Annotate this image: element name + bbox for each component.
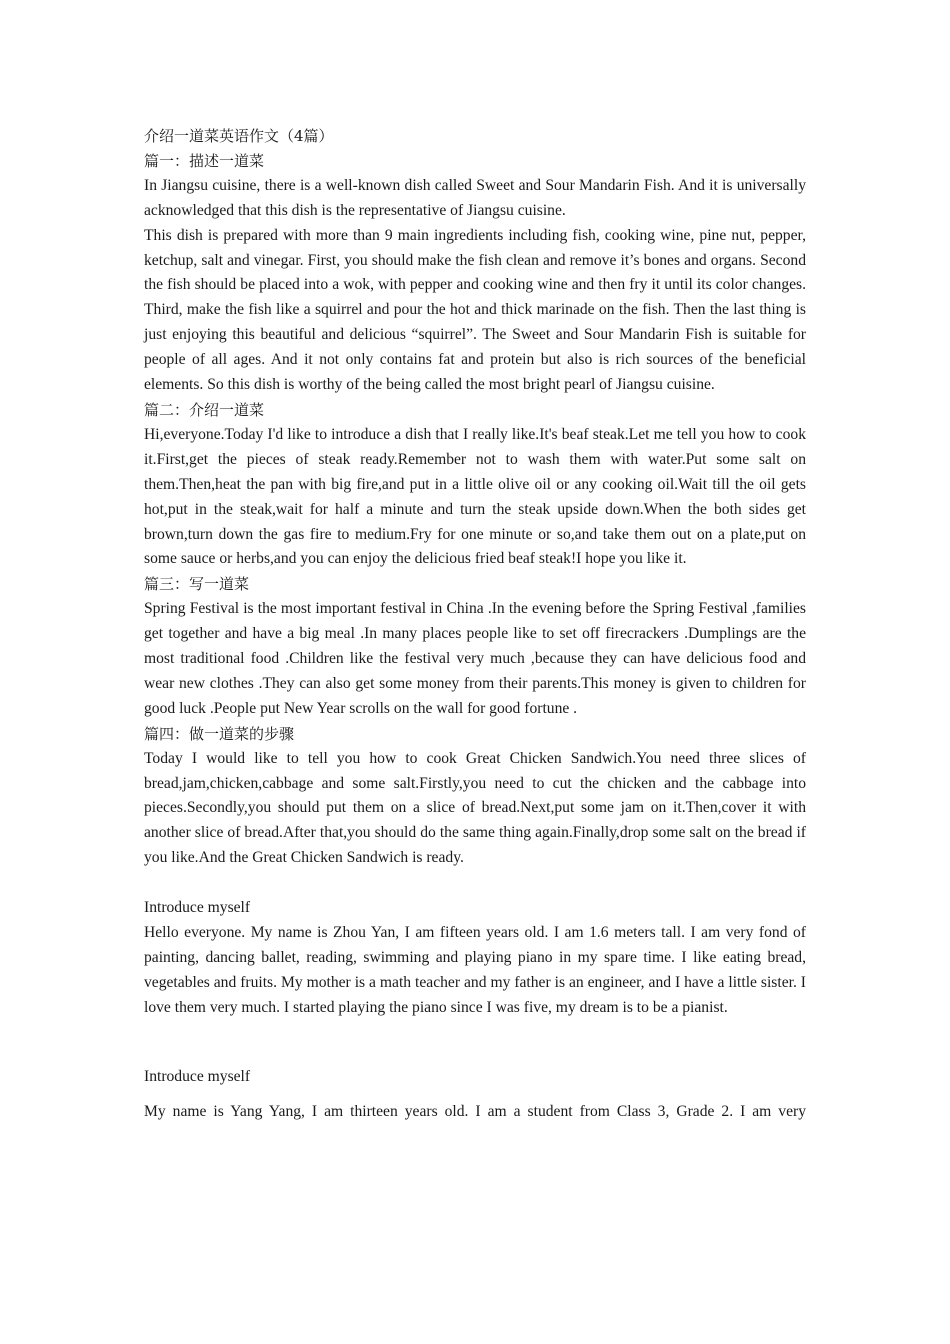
section-heading-1: 篇一：描述一道菜 xyxy=(144,151,265,170)
section-heading-2: 篇二：介绍一道菜 xyxy=(144,400,265,419)
document-body xyxy=(144,124,806,1124)
extra-heading-2: Introduce myself xyxy=(144,1067,251,1085)
blank-space xyxy=(144,1021,806,1065)
section-3-paragraph-1: Spring Festival is the most important festival in China .In the evening before the Spring Festival ,families get together and have a big meal .In many places people like to set off firecrackers .Dumplings are the most traditional food .Children like the festival very much ,because they can have delicious food and wear new clothes .They can also get some money from their parents.This money is given to children for good luck .People put New Year scrolls on the wall for good fortune . xyxy=(144,600,806,717)
section-4-paragraph-1: Today I would like to tell you how to cook Great Chicken Sandwich.You need three slices of bread,jam,chicken,cabbage and some salt.Firstly,you need to cut the chicken and the cabbage into pieces.Secondly,you should put them on a slice of bread.Next,put some jam on it.Then,cover it with another slice of bread.After that,you should do the same thing again.Finally,drop some salt on the bread if you like.And the Great Chicken Sandwich is ready. xyxy=(144,749,806,867)
blank-space-small xyxy=(144,1090,806,1100)
extra-heading-1: Introduce myself xyxy=(144,899,251,917)
section-1-paragraph-2: This dish is prepared with more than 9 main ingredients including fish, cooking wine, pine nut, pepper, ketchup, salt and vinegar. First, you should make the fish clean and remove it’s bones and organs. Second the fish should be placed into a wok, with pepper and cooking wine and then fry it until its color changes. Third, make the fish like a squirrel and pour the hot and thick marinade on the fish. Then the last thing is just enjoying this beautiful and delicious “squirrel”. The Sweet and Sour Mandarin Fish is suitable for people of all ages. And it not only contains fat and protein but also is rich sources of the beneficial elements. So this dish is worthy of the being called the most bright pearl of Jiangsu cuisine. xyxy=(144,226,806,394)
blank-line xyxy=(144,871,806,896)
section-1-paragraph-1: In Jiangsu cuisine, there is a well-known dish called Sweet and Sour Mandarin Fish. And it is universally acknowledged that this dish is the representative of Jiangsu cuisine. xyxy=(144,176,806,219)
document-title: 介绍一道菜英语作文（4篇） xyxy=(144,127,334,145)
extra-paragraph-2: My name is Yang Yang, I am thirteen years old. I am a student from Class 3, Grade 2. I am very xyxy=(144,1102,806,1120)
section-heading-3: 篇三：写一道菜 xyxy=(144,575,250,594)
section-heading-4: 篇四：做一道菜的步骤 xyxy=(144,724,295,743)
extra-paragraph-1: Hello everyone. My name is Zhou Yan, I am fifteen years old. I am 1.6 meters tall. I am very fond of painting, dancing ballet, reading, swimming and playing piano in my spare time. I like eating bread, vegetables and fruits. My mother is a math teacher and my father is an engineer, and I have a little sister. I love them very much. I started playing the piano since I was five, my dream is to be a pianist. xyxy=(144,923,806,1016)
section-2-paragraph-1: Hi,everyone.Today I'd like to introduce a dish that I really like.It's beaf steak.Let me tell you how to cook it.First,get the pieces of steak ready.Remember not to wash them with water.Put some salt on them.Then,heat the pan with big fire,and put in a little olive oil or any cooking oil.Wait till the oil gets hot,put in the steak,wait for half a minute and turn the steak upside down.When the both sides get brown,turn down the gas fire to medium.Fry for one minute or so,and take them out on a plate,put on some sauce or herbs,and you can enjoy the delicious fried beaf steak!I hope you like it. xyxy=(144,425,806,568)
